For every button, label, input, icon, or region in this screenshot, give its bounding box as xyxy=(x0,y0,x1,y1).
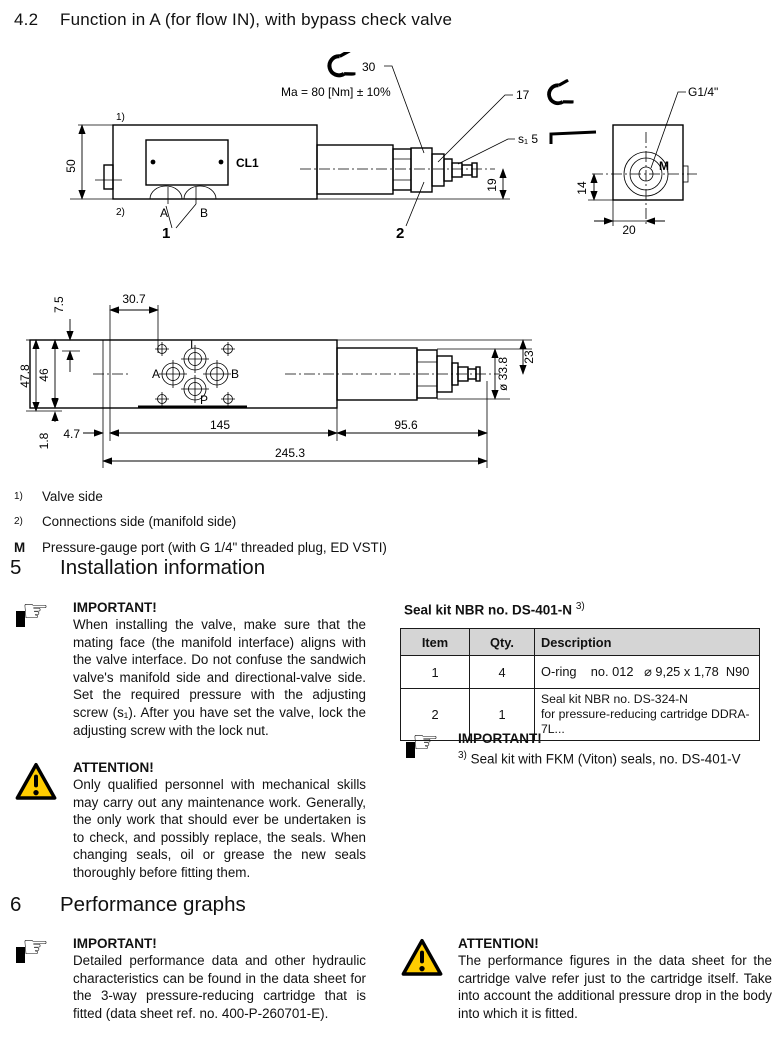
section-5-number: 5 xyxy=(10,556,22,579)
dim-145: 145 xyxy=(209,418,231,432)
important-3-heading: IMPORTANT! xyxy=(73,936,157,951)
important-1-icon-col xyxy=(14,594,73,639)
seal-kit-title-note: 3) xyxy=(575,601,585,612)
port-p-label: P xyxy=(200,393,209,407)
dim-307: 30.7 xyxy=(122,292,146,306)
hand-glyph: ☞ xyxy=(22,594,49,629)
important-1-heading: IMPORTANT! xyxy=(73,600,157,615)
dim-478: 47.8 xyxy=(18,364,32,388)
important-2-icon-col xyxy=(404,725,458,770)
legend-text-m: Pressure-gauge port (with G 1/4" threaded plug, ED VSTI) xyxy=(42,539,387,555)
row1-qty: 4 xyxy=(470,656,535,689)
port-b-label: B xyxy=(200,206,209,220)
callout-2: 2 xyxy=(396,225,405,242)
port-t-label: T xyxy=(188,337,196,351)
seal-kit-table xyxy=(400,628,760,741)
valve-side-view-drawing xyxy=(0,52,774,287)
legend-text-1: Valve side xyxy=(42,489,103,504)
wrench-17-icon xyxy=(547,80,574,107)
callout-1: 1 xyxy=(162,225,171,242)
col-qty: Qty. xyxy=(470,629,535,656)
legend-marker-m: M xyxy=(14,539,26,555)
dim-46: 46 xyxy=(37,368,51,382)
legend-item-2 xyxy=(14,511,574,536)
port-a-label: A xyxy=(160,206,169,220)
dim-20: 20 xyxy=(622,223,636,237)
warning-triangle-icon xyxy=(14,762,58,802)
cartridge-body xyxy=(317,145,393,194)
section-5-title: Installation information xyxy=(60,556,266,579)
note-marker-2: 2) xyxy=(116,207,125,218)
important-2-note-marker: 3) xyxy=(458,750,467,761)
stem-cap xyxy=(472,163,477,177)
gauge-port-m: M xyxy=(659,159,669,173)
section-6-number: 6 xyxy=(10,893,22,916)
nameplate-screw-right xyxy=(219,160,224,165)
port-arcs xyxy=(150,186,216,199)
important-note-1 xyxy=(14,594,366,739)
important-2-body xyxy=(458,747,770,768)
important-2-heading: IMPORTANT! xyxy=(458,731,542,746)
row1-item: 1 xyxy=(401,656,470,689)
dim-18: 1.8 xyxy=(37,432,51,450)
port-a-label: A xyxy=(152,367,161,381)
row2-desc-line1: Seal kit NBR no. DS-324-N xyxy=(541,692,688,706)
wrench-size-30: 30 xyxy=(362,60,376,74)
section-number: 4.2 xyxy=(14,10,39,29)
row2-desc-line2: for pressure-reducing cartridge DDRA-7L... xyxy=(541,707,750,736)
legend-text-2: Connections side (manifold side) xyxy=(42,514,237,530)
col-item: Item xyxy=(401,629,470,656)
important-2-text: Seal kit with FKM (Viton) seals, no. DS-401-V xyxy=(470,751,741,767)
pointing-hand-icon xyxy=(14,594,60,634)
legend xyxy=(14,486,574,559)
leader-g14 xyxy=(651,92,686,168)
adjust-nut-30 xyxy=(411,148,432,192)
side-tab xyxy=(104,165,113,189)
allen-key-icon xyxy=(551,132,596,144)
gauge-thread-label: G1/4" xyxy=(688,85,719,99)
callout-1-leaders xyxy=(166,204,196,228)
nameplate-outline xyxy=(146,140,228,185)
attention-2-icon-col xyxy=(400,936,458,983)
attention-1-icon-col xyxy=(14,760,73,807)
section-4-2-heading xyxy=(14,10,452,30)
stem-1 xyxy=(452,163,462,177)
important-note-3 xyxy=(14,930,366,1022)
lock-nut-17 xyxy=(432,154,444,186)
torque-label: Ma = 80 [Nm] ± 10% xyxy=(281,85,391,99)
section-6-heading xyxy=(10,893,246,917)
important-3-body: Detailed performance data and other hydraulic characteristics can be found in the data sheet for the 3-way pressure-reducing cartridge that is fitted (data sheet ref. no. 400-P-260701-E). xyxy=(73,953,366,1021)
warning-triangle-icon xyxy=(400,938,444,978)
valve-top-view-drawing xyxy=(0,283,774,483)
valve-body-outline xyxy=(113,125,317,199)
section-5-heading xyxy=(10,556,265,580)
callout-2-leader xyxy=(406,182,424,226)
spacer xyxy=(444,159,452,181)
leader-17 xyxy=(438,95,513,162)
important-note-2 xyxy=(404,725,770,770)
dim-14: 14 xyxy=(575,181,589,195)
attention-2-body: The performance figures in the data sheet for the cartridge valve refer just to the cartridge itself. Take into account the additional pressure drop in the body into which it is fitted. xyxy=(458,953,772,1021)
dim-50: 50 xyxy=(64,159,78,173)
important-1-body: When installing the valve, make sure that the mating face (the manifold interface) aligns with the valve interface. Do not confuse the sandwich valve's manifold side and directional-valve side. Set the required pressure with the adjusting screw (s₁). After you have set the valve, lock the adjusting screw with the lock nut. xyxy=(73,617,366,738)
dim-dia: ø 33.8 xyxy=(496,356,510,392)
interface-port-pattern xyxy=(155,342,235,406)
allen-size-label: s₁ 5 xyxy=(518,132,539,146)
leader-s1 xyxy=(458,139,515,164)
seal-kit-title-text: Seal kit NBR no. DS-401-N xyxy=(404,602,573,618)
attention-2-heading: ATTENTION! xyxy=(458,936,539,951)
important-3-icon-col xyxy=(14,930,73,975)
pointing-hand-icon xyxy=(14,930,60,970)
leader-30 xyxy=(384,66,424,153)
wrench-size-17: 17 xyxy=(516,88,530,102)
hand-glyph: ☞ xyxy=(22,930,49,965)
dim-23: 23 xyxy=(522,350,536,364)
legend-marker-2: 2) xyxy=(14,516,23,528)
dim-75: 7.5 xyxy=(52,296,66,313)
dim-19: 19 xyxy=(485,178,499,192)
wrench-30-icon xyxy=(327,52,356,80)
row2-qty: 1 xyxy=(470,689,535,741)
legend-marker-1: 1) xyxy=(14,491,23,502)
dim-956: 95.6 xyxy=(394,418,418,432)
seal-kit-header-row xyxy=(401,629,760,656)
table-row xyxy=(401,656,760,689)
hand-glyph: ☞ xyxy=(412,725,439,760)
attention-1-body: Only qualified personnel with mechanical skills may carry out any maintenance work. Generally, the only work that should ever be undertaken is to check, and possibly replace, the seals. When changing seals, oil or grease the new seals thoroughly before fitting them. xyxy=(73,777,366,880)
attention-1-heading: ATTENTION! xyxy=(73,760,154,775)
nameplate-text: CL1 xyxy=(236,156,259,170)
row1-desc: O-ring no. 012 ⌀ 9,25 x 1,78 N90 xyxy=(535,656,760,689)
seal-kit-title xyxy=(404,601,585,618)
port-b-label: B xyxy=(231,367,240,381)
section-title: Function in A (for flow IN), with bypass check valve xyxy=(60,10,453,29)
attention-note-1 xyxy=(14,760,366,882)
note-marker-1: 1) xyxy=(116,112,125,123)
nameplate-screw-left xyxy=(151,160,156,165)
dim-47: 4.7 xyxy=(63,427,80,441)
cartridge-collar xyxy=(393,149,411,190)
dim-2453: 245.3 xyxy=(274,446,306,460)
pointing-hand-icon xyxy=(404,725,450,765)
stem-2 xyxy=(462,165,472,175)
legend-item-1 xyxy=(14,486,574,511)
end-view-block xyxy=(613,125,683,200)
col-description: Description xyxy=(535,629,760,656)
attention-note-2 xyxy=(400,936,772,1022)
section-6-title: Performance graphs xyxy=(60,893,246,916)
row2-item: 2 xyxy=(401,689,470,741)
